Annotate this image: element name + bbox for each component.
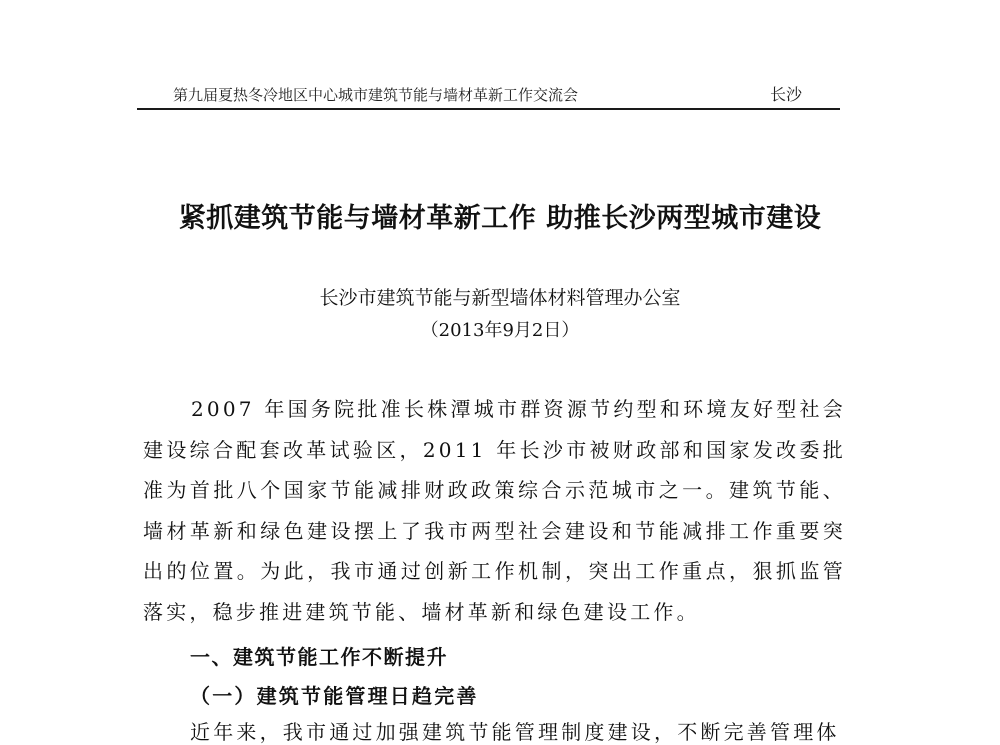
running-header [137, 80, 840, 110]
author-organization: 长沙市建筑节能与新型墙体材料管理办公室 [319, 287, 681, 309]
subsection-paragraph: 近年来，我市通过加强建筑节能管理制度建设，不断完善管理体 [190, 720, 840, 744]
header-city: 长沙 [769, 85, 802, 104]
subsection-heading: （一）建筑节能管理日趋完善 [190, 684, 479, 708]
intro-paragraph: 2007 年国务院批准长株潭城市群资源节约型和环境友好型社会建设综合配套改革试验区，2011 年长沙市被财政部和国家发改委批准为首批八个国家节能减排财政政策综合示范城市之一。建筑节能、墙材革新和绿色建设摆上了我市两型社会建设和节能减排工作重要突出的位置。为此，我市通过创新工作机制，突出工作重点，狠抓监管落实，稳步推进建筑节能、墙材革新和绿色建设工作。 [143, 397, 846, 624]
section-heading: 一、建筑节能工作不断提升 [190, 645, 448, 669]
conference-name: 第九届夏热冬冷地区中心城市建筑节能与墙材革新工作交流会 [173, 86, 579, 104]
document-title: 紧抓建筑节能与墙材革新工作 助推长沙两型城市建设 [178, 203, 822, 234]
document-date: （2013年9月2日） [420, 320, 580, 341]
